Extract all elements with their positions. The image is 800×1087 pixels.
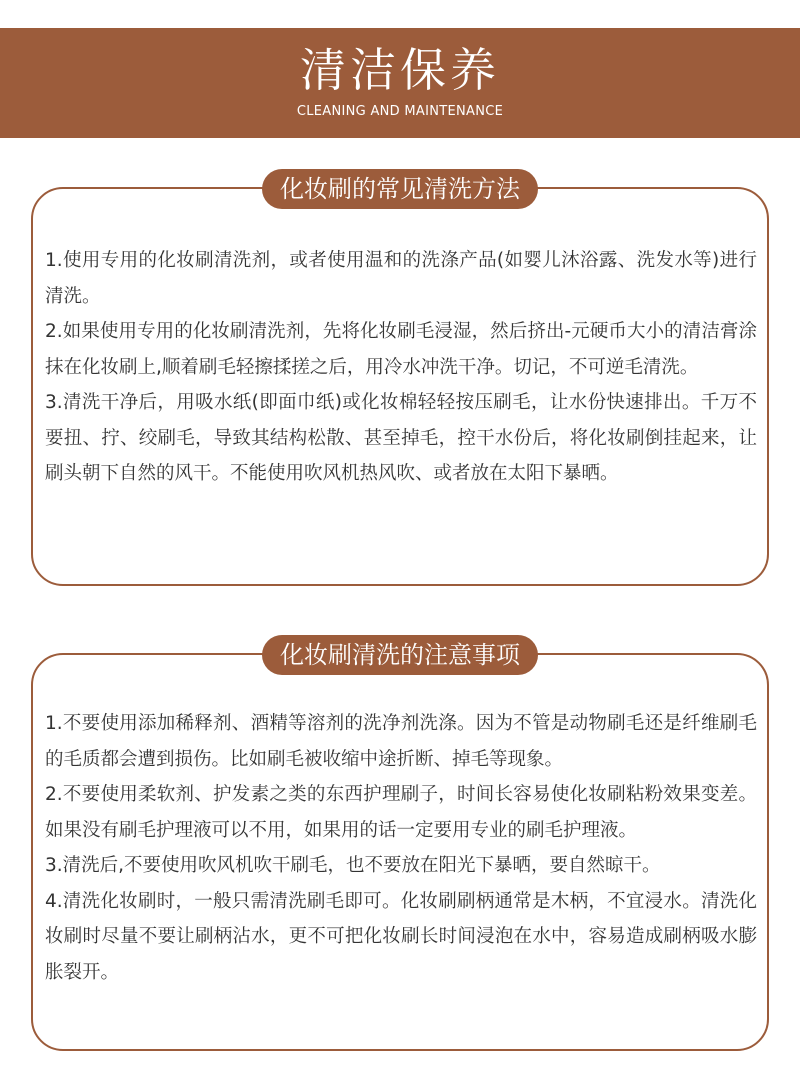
list-item: 3.清洗后,不要使用吹风机吹干刷毛，也不要放在阳光下暴晒，要自然晾干。	[45, 855, 661, 876]
page-title: 清洁保养	[300, 43, 500, 97]
section-body	[45, 706, 757, 990]
header-banner	[0, 28, 800, 138]
list-item: 3.清洗干净后，用吸水纸(即面巾纸)或化妆棉轻轻按压刷毛，让水份快速排出。千万不要扭、拧、绞刷毛，导致其结构松散、甚至掉毛，控干水份后，将化妆刷倒挂起来，让刷头朝下自然的风干。不能使用吹风机热风吹、或者放在太阳下暴晒。	[45, 392, 757, 484]
list-item: 1.使用专用的化妆刷清洗剂，或者使用温和的洗涤产品(如婴儿沐浴露、洗发水等)进行清洗。	[45, 250, 757, 307]
list-item: 2.不要使用柔软剂、护发素之类的东西护理刷子，时间长容易使化妆刷粘粉效果变差。如果没有刷毛护理液可以不用，如果用的话一定要用专业的刷毛护理液。	[45, 784, 757, 841]
section-cleaning-notes	[31, 641, 769, 1051]
list-item: 2.如果使用专用的化妆刷清洗剂，先将化妆刷毛浸湿，然后挤出-元硬币大小的清洁膏涂抹在化妆刷上,顺着刷毛轻擦揉搓之后，用冷水冲洗干净。切记，不可逆毛清洗。	[45, 321, 757, 378]
list-item: 1.不要使用添加稀释剂、酒精等溶剂的洗净剂洗涤。因为不管是动物刷毛还是纤维刷毛的毛质都会遭到损伤。比如刷毛被收缩中途折断、掉毛等现象。	[45, 713, 757, 770]
section-cleaning-methods	[31, 175, 769, 586]
section-title: 化妆刷清洗的注意事项	[262, 635, 538, 675]
page-subtitle: CLEANING AND MAINTENANCE	[296, 104, 504, 119]
section-body	[45, 243, 757, 492]
section-title: 化妆刷的常见清洗方法	[262, 169, 538, 209]
list-item: 4.清洗化妆刷时，一般只需清洗刷毛即可。化妆刷刷柄通常是木柄，不宜浸水。清洗化妆刷时尽量不要让刷柄沾水，更不可把化妆刷长时间浸泡在水中，容易造成刷柄吸水膨胀裂开。	[45, 890, 757, 983]
